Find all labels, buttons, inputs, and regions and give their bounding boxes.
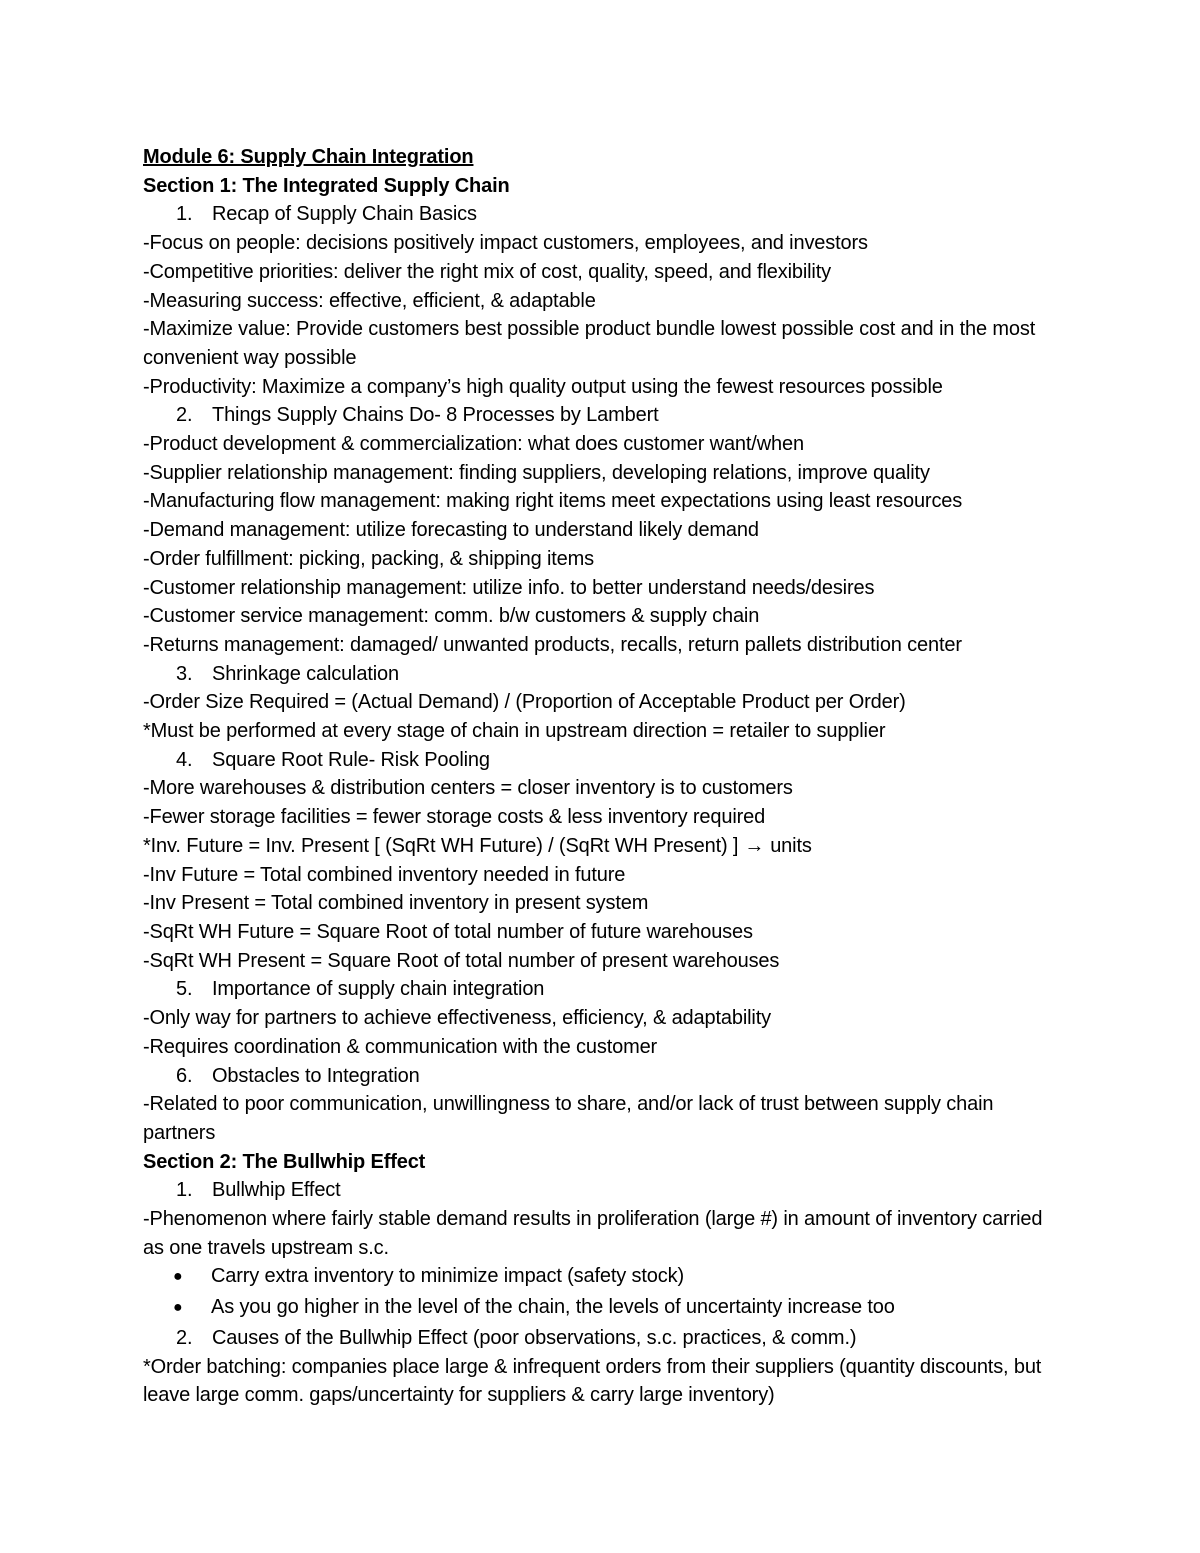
s1-item-4-definition: -Inv Future = Total combined inventory needed in future — [143, 863, 626, 886]
s1-item-5-line: -Requires coordination & communication with the customer — [143, 1035, 658, 1058]
s1-item-3-number: 3. — [176, 662, 193, 685]
s1-item-5-label: Importance of supply chain integration — [212, 978, 545, 1001]
s1-item-3-line: *Must be performed at every stage of chain in upstream direction = retailer to supplier — [143, 720, 886, 743]
s1-item-1-line: -Productivity: Maximize a company’s high quality output using the fewest resources possible — [143, 375, 943, 398]
s1-item-2-line: -Customer service management: comm. b/w customers & supply chain — [143, 605, 760, 628]
s1-item-4-line: -More warehouses & distribution centers = closer inventory is to customers — [143, 777, 793, 800]
s1-item-2 — [143, 401, 1073, 430]
s1-item-6 — [143, 1062, 1073, 1091]
formula-units: units — [770, 834, 812, 857]
s1-item-2-line: -Order fulfillment: picking, packing, & shipping items — [143, 547, 594, 570]
s1-item-2-line: -Demand management: utilize forecasting to understand likely demand — [143, 519, 759, 542]
bullet-text: Carry extra inventory to minimize impact (safety stock) — [211, 1265, 684, 1288]
s1-item-2-line: -Manufacturing flow management: making right items meet expectations using least resources — [143, 490, 963, 513]
bullet-item — [143, 1262, 1073, 1293]
s1-item-1-line: -Focus on people: decisions positively impact customers, employees, and investors — [143, 232, 868, 255]
square-root-formula — [143, 832, 1073, 861]
s2-item-1-text: -Phenomenon where fairly stable demand results in proliferation (large #) in amount of inventory carried as one travels upstream s.c. — [143, 1208, 1043, 1259]
bullet-text: As you go higher in the level of the chain, the levels of uncertainty increase too — [211, 1296, 895, 1319]
s1-item-2-line: -Customer relationship management: utilize info. to better understand needs/desires — [143, 576, 875, 599]
s1-item-1-label: Recap of Supply Chain Basics — [212, 203, 477, 226]
s2-item-1-number: 1. — [176, 1179, 193, 1202]
s1-item-4-definition: -Inv Present = Total combined inventory in present system — [143, 892, 649, 915]
s1-item-1 — [143, 200, 1073, 229]
s1-item-2-line: -Returns management: damaged/ unwanted products, recalls, return pallets distribution center — [143, 633, 962, 656]
formula-text: *Inv. Future = Inv. Present [ (SqRt WH Future) / (SqRt WH Present) ] — [143, 834, 739, 857]
s1-item-5-line: -Only way for partners to achieve effectiveness, efficiency, & adaptability — [143, 1007, 771, 1030]
s1-item-3 — [143, 660, 1073, 689]
s1-item-4 — [143, 746, 1073, 775]
section-1-heading: Section 1: The Integrated Supply Chain — [143, 174, 510, 197]
s1-item-3-label: Shrinkage calculation — [212, 662, 399, 685]
s1-item-6-label: Obstacles to Integration — [212, 1064, 420, 1087]
s1-item-4-label: Square Root Rule- Risk Pooling — [212, 748, 490, 771]
s1-item-2-label: Things Supply Chains Do- 8 Processes by Lambert — [212, 404, 659, 427]
s1-item-5-number: 5. — [176, 978, 193, 1001]
page-title: Module 6: Supply Chain Integration — [143, 146, 474, 168]
bullet-icon: ● — [173, 1299, 183, 1317]
s1-item-4-number: 4. — [176, 748, 193, 771]
s1-item-5 — [143, 975, 1073, 1004]
s1-item-1-line: -Competitive priorities: deliver the right mix of cost, quality, speed, and flexibility — [143, 260, 831, 283]
bullet-icon: ● — [173, 1268, 183, 1286]
bullet-item — [143, 1293, 1073, 1324]
s2-item-1 — [143, 1176, 1073, 1205]
s1-item-1-number: 1. — [176, 203, 193, 226]
s1-item-4-definition: -SqRt WH Present = Square Root of total number of present warehouses — [143, 949, 780, 972]
arrow-right-icon: → — [744, 834, 765, 857]
s1-item-3-line: -Order Size Required = (Actual Demand) / (Proportion of Acceptable Product per Order) — [143, 691, 906, 714]
section-2-heading: Section 2: The Bullwhip Effect — [143, 1150, 426, 1173]
s2-item-2-number: 2. — [176, 1326, 193, 1349]
s1-item-6-number: 6. — [176, 1064, 193, 1087]
s1-item-1-line: -Maximize value: Provide customers best possible product bundle lowest possible cost and in the most convenient way possible — [143, 318, 1036, 369]
s2-item-2-label: Causes of the Bullwhip Effect (poor observations, s.c. practices, & comm.) — [212, 1326, 857, 1349]
s1-item-4-definition: -SqRt WH Future = Square Root of total number of future warehouses — [143, 920, 753, 943]
s1-item-2-line: -Product development & commercialization: what does customer want/when — [143, 433, 804, 456]
s2-item-2 — [143, 1324, 1073, 1353]
s1-item-6-line: -Related to poor communication, unwillingness to share, and/or lack of trust between supply chain partners — [143, 1093, 994, 1144]
document-body — [143, 143, 1073, 1410]
s1-item-2-line: -Supplier relationship management: finding suppliers, developing relations, improve quality — [143, 461, 930, 484]
s1-item-4-line: -Fewer storage facilities = fewer storage costs & less inventory required — [143, 806, 766, 829]
s2-item-1-label: Bullwhip Effect — [212, 1179, 341, 1202]
s2-item-2-text: *Order batching: companies place large & infrequent orders from their suppliers (quantity discounts, but leave large comm. gaps/uncertainty for suppliers & carry large inventory) — [143, 1355, 1042, 1407]
s1-item-1-line: -Measuring success: effective, efficient, & adaptable — [143, 289, 596, 312]
s1-item-2-number: 2. — [176, 404, 193, 427]
